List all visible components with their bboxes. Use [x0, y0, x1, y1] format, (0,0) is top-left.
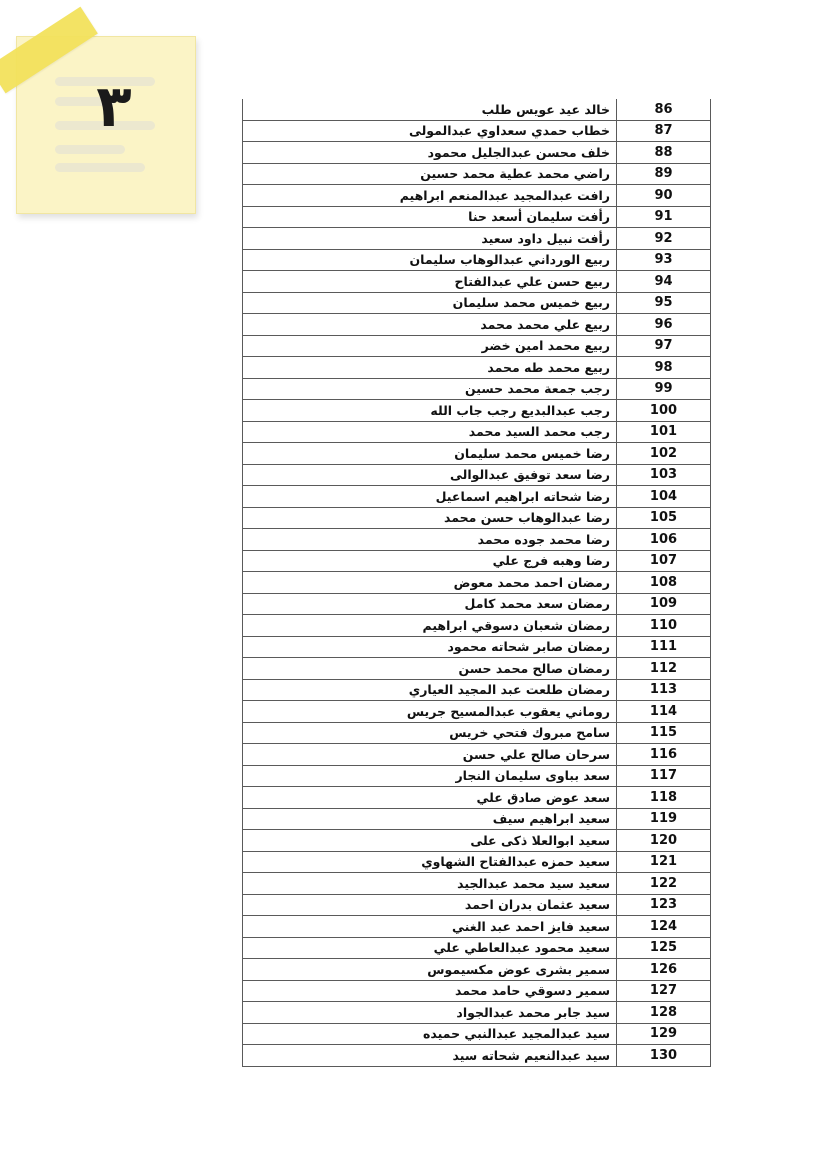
table-row [243, 1002, 711, 1024]
row-name-cell: رمضان صالح محمد حسن [243, 658, 617, 680]
table-row [243, 636, 711, 658]
table-row [243, 830, 711, 852]
row-name-cell: سيد عبدالمجيد عبدالنبي حميده [243, 1023, 617, 1045]
table-row [243, 658, 711, 680]
page-number-sticky-note [0, 0, 210, 220]
table-row [243, 615, 711, 637]
row-number-cell: 87 [617, 120, 711, 142]
row-name-cell: سعيد سيد محمد عبدالجيد [243, 873, 617, 895]
table-row [243, 99, 711, 120]
row-number-cell: 128 [617, 1002, 711, 1024]
row-number-cell: 88 [617, 142, 711, 164]
row-name-cell: سيد جابر محمد عبدالجواد [243, 1002, 617, 1024]
table-row [243, 464, 711, 486]
row-number-cell: 115 [617, 722, 711, 744]
row-number-cell: 118 [617, 787, 711, 809]
table-row [243, 529, 711, 551]
row-number-cell: 120 [617, 830, 711, 852]
row-name-cell: ربيع علي محمد محمد [243, 314, 617, 336]
row-name-cell: رمضان سعد محمد كامل [243, 593, 617, 615]
table-row [243, 851, 711, 873]
row-name-cell: رمضان طلعت عبد المجيد العياري [243, 679, 617, 701]
row-number-cell: 119 [617, 808, 711, 830]
row-name-cell: رضا وهبه فرج علي [243, 550, 617, 572]
row-number-cell: 103 [617, 464, 711, 486]
row-name-cell: رأفت نبيل داود سعيد [243, 228, 617, 250]
row-number-cell: 109 [617, 593, 711, 615]
row-name-cell: سعيد ابوالعلا ذكى على [243, 830, 617, 852]
row-name-cell: راضي محمد عطية محمد حسين [243, 163, 617, 185]
row-name-cell: ربيع محمد طه محمد [243, 357, 617, 379]
table-row [243, 701, 711, 723]
table-row [243, 486, 711, 508]
row-name-cell: سعيد حمزه عبدالفتاح الشهاوي [243, 851, 617, 873]
row-number-cell: 97 [617, 335, 711, 357]
table-row [243, 808, 711, 830]
row-name-cell: ربيع حسن علي عبدالفتاح [243, 271, 617, 293]
table-row [243, 443, 711, 465]
row-name-cell: سعيد محمود عبدالعاطي علي [243, 937, 617, 959]
row-number-cell: 92 [617, 228, 711, 250]
row-number-cell: 99 [617, 378, 711, 400]
row-name-cell: رجب محمد السيد محمد [243, 421, 617, 443]
table-row [243, 765, 711, 787]
row-name-cell: سمير بشرى عوض مكسيموس [243, 959, 617, 981]
row-name-cell: سعيد ابراهيم سيف [243, 808, 617, 830]
table-row [243, 249, 711, 271]
table-row [243, 1045, 711, 1067]
table-row [243, 228, 711, 250]
table-row [243, 894, 711, 916]
row-name-cell: رمضان صابر شحاته محمود [243, 636, 617, 658]
table-row [243, 937, 711, 959]
page-badge-number: ٣ [96, 72, 132, 140]
row-name-cell: سرحان صالح علي حسن [243, 744, 617, 766]
row-name-cell: خطاب حمدي سعداوي عبدالمولى [243, 120, 617, 142]
row-number-cell: 94 [617, 271, 711, 293]
row-name-cell: رضا عبدالوهاب حسن محمد [243, 507, 617, 529]
table-row [243, 916, 711, 938]
row-number-cell: 110 [617, 615, 711, 637]
row-name-cell: ربيع خميس محمد سليمان [243, 292, 617, 314]
table-row [243, 421, 711, 443]
row-number-cell: 111 [617, 636, 711, 658]
row-number-cell: 101 [617, 421, 711, 443]
row-number-cell: 95 [617, 292, 711, 314]
row-name-cell: رأفت سليمان أسعد حنا [243, 206, 617, 228]
table-row [243, 378, 711, 400]
row-number-cell: 91 [617, 206, 711, 228]
row-number-cell: 108 [617, 572, 711, 594]
table-row [243, 787, 711, 809]
table-row [243, 271, 711, 293]
table-row [243, 1023, 711, 1045]
row-name-cell: رمضان احمد محمد معوض [243, 572, 617, 594]
table-row [243, 679, 711, 701]
row-number-cell: 126 [617, 959, 711, 981]
row-number-cell: 129 [617, 1023, 711, 1045]
row-number-cell: 93 [617, 249, 711, 271]
row-number-cell: 121 [617, 851, 711, 873]
row-number-cell: 112 [617, 658, 711, 680]
row-number-cell: 123 [617, 894, 711, 916]
table-row [243, 873, 711, 895]
row-name-cell: رضا سعد توفيق عبدالوالى [243, 464, 617, 486]
row-number-cell: 117 [617, 765, 711, 787]
table-row [243, 120, 711, 142]
row-name-cell: رضا شحاته ابراهيم اسماعيل [243, 486, 617, 508]
table-row [243, 163, 711, 185]
row-name-cell: خلف محسن عبدالجليل محمود [243, 142, 617, 164]
note-decorative-line [55, 145, 125, 154]
table-row [243, 185, 711, 207]
table-row [243, 142, 711, 164]
row-number-cell: 86 [617, 99, 711, 120]
table-row [243, 314, 711, 336]
row-name-cell: ربيع محمد امين خضر [243, 335, 617, 357]
table-row [243, 593, 711, 615]
row-number-cell: 116 [617, 744, 711, 766]
row-name-cell: رمضان شعبان دسوقي ابراهيم [243, 615, 617, 637]
names-table-body [243, 99, 711, 1066]
row-name-cell: رضا محمد جوده محمد [243, 529, 617, 551]
table-row [243, 980, 711, 1002]
table-row [243, 206, 711, 228]
row-number-cell: 113 [617, 679, 711, 701]
row-number-cell: 114 [617, 701, 711, 723]
table-row [243, 572, 711, 594]
table-row [243, 722, 711, 744]
row-number-cell: 98 [617, 357, 711, 379]
row-name-cell: ربيع الورداني عبدالوهاب سليمان [243, 249, 617, 271]
row-name-cell: سعيد عثمان بدران احمد [243, 894, 617, 916]
row-number-cell: 124 [617, 916, 711, 938]
table-row [243, 292, 711, 314]
note-decorative-line [55, 163, 145, 172]
row-number-cell: 89 [617, 163, 711, 185]
table-row [243, 357, 711, 379]
row-name-cell: خالد عيد عويس طلب [243, 99, 617, 120]
row-number-cell: 106 [617, 529, 711, 551]
table-row [243, 507, 711, 529]
row-name-cell: رافت عبدالمجيد عبدالمنعم ابراهيم [243, 185, 617, 207]
row-name-cell: روماني يعقوب عبدالمسيح جريس [243, 701, 617, 723]
row-name-cell: سعيد فايز احمد عبد الغني [243, 916, 617, 938]
row-number-cell: 104 [617, 486, 711, 508]
row-number-cell: 107 [617, 550, 711, 572]
table-row [243, 335, 711, 357]
row-number-cell: 100 [617, 400, 711, 422]
row-number-cell: 125 [617, 937, 711, 959]
row-number-cell: 130 [617, 1045, 711, 1067]
row-number-cell: 122 [617, 873, 711, 895]
row-name-cell: سيد عبدالنعيم شحاته سيد [243, 1045, 617, 1067]
row-name-cell: سمير دسوقي حامد محمد [243, 980, 617, 1002]
row-name-cell: سعد عوض صادق علي [243, 787, 617, 809]
row-number-cell: 127 [617, 980, 711, 1002]
row-name-cell: سامح مبروك فتحي خريس [243, 722, 617, 744]
row-number-cell: 96 [617, 314, 711, 336]
row-number-cell: 105 [617, 507, 711, 529]
row-name-cell: رجب جمعة محمد حسين [243, 378, 617, 400]
table-row [243, 550, 711, 572]
row-number-cell: 90 [617, 185, 711, 207]
table-row [243, 400, 711, 422]
row-number-cell: 102 [617, 443, 711, 465]
table-row [243, 959, 711, 981]
row-name-cell: سعد بباوى سليمان النجار [243, 765, 617, 787]
row-name-cell: رجب عبدالبديع رجب جاب الله [243, 400, 617, 422]
row-name-cell: رضا خميس محمد سليمان [243, 443, 617, 465]
names-table [242, 99, 711, 1067]
table-row [243, 744, 711, 766]
